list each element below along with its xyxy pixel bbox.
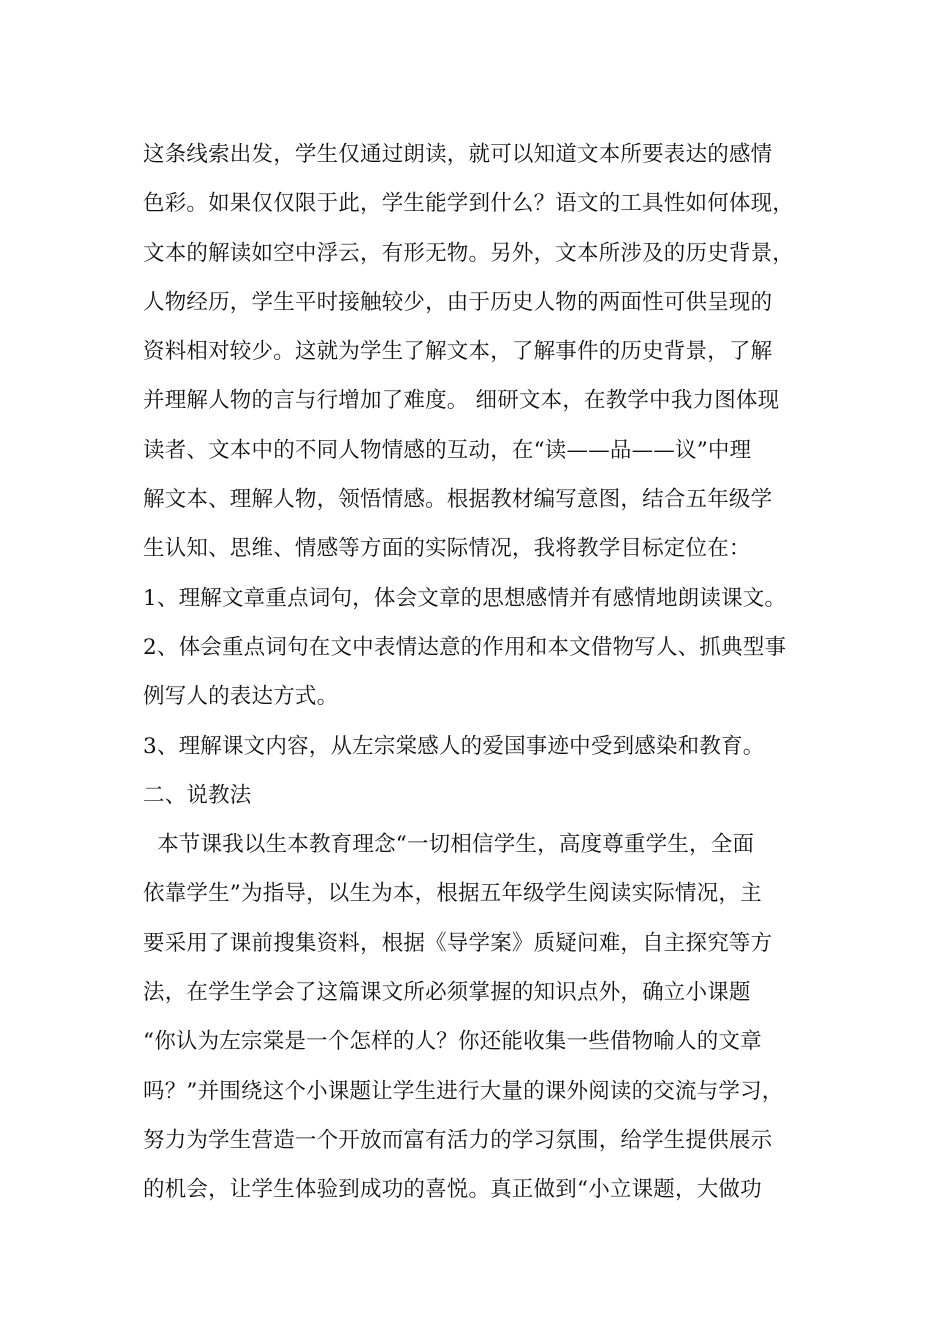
text-line: 并理解人物的言与行增加了难度。 细研文本，在教学中我力图体现 bbox=[143, 388, 780, 414]
text-line: 这条线索出发，学生仅通过朗读，就可以知道文本所要表达的感情 bbox=[143, 142, 773, 167]
text-line: 依靠学生”为指导，以生为本，根据五年级学生阅读实际情况，主 bbox=[143, 881, 762, 907]
text-line: 本节课我以生本教育理念“一切相信学生，高度尊重学生，全面 bbox=[143, 832, 755, 858]
text-line: 色彩。如果仅仅限于此，学生能学到什么？语文的工具性如何体现， bbox=[143, 191, 795, 217]
objective-3: 3、理解课文内容，从左宗棠感人的爱国事迹中受到感染和教育。 bbox=[143, 733, 765, 759]
text-line: 吗？”并围绕这个小课题让学生进行大量的课外阅读的交流与学习， bbox=[143, 1078, 784, 1104]
text-line: 要采用了课前搜集资料，根据《导学案》质疑问难，自主探究等方 bbox=[143, 930, 773, 956]
section-heading: 二、说教法 bbox=[143, 782, 252, 808]
text-line: 解文本、理解人物，领悟情感。根据教材编写意图，结合五年级学 bbox=[143, 487, 773, 513]
text-line: 资料相对较少。这就为学生了解文本，了解事件的历史背景，了解 bbox=[143, 339, 773, 365]
text-line: “你认为左宗棠是一个怎样的人？你还能收集一些借物喻人的文章 bbox=[143, 1029, 762, 1055]
text-line: 法，在学生学会了这篇课文所必须掌握的知识点外，确立小课题 bbox=[143, 980, 751, 1006]
text-line: 人物经历，学生平时接触较少，由于历史人物的两面性可供呈现的 bbox=[143, 289, 773, 315]
text-line: 文本的解读如空中浮云，有形无物。另外，文本所涉及的历史背景， bbox=[143, 240, 795, 266]
text-line: 生认知、思维、情感等方面的实际情况，我将教学目标定位在： bbox=[143, 536, 751, 562]
objective-2-continued: 例写人的表达方式。 bbox=[143, 684, 339, 710]
text-line: 努力为学生营造一个开放而富有活力的学习氛围，给学生提供展示 bbox=[143, 1127, 773, 1153]
text-line: 读者、文本中的不同人物情感的互动，在“读——品——议”中理 bbox=[143, 437, 752, 463]
objective-2: 2、体会重点词句在文中表情达意的作用和本文借物写人、抓典型事 bbox=[143, 634, 787, 660]
objective-1: 1、理解文章重点词句，体会文章的思想感情并有感情地朗读课文。 bbox=[143, 585, 787, 611]
text-line: 的机会，让学生体验到成功的喜悦。真正做到“小立课题，大做功 bbox=[143, 1177, 762, 1203]
document-body bbox=[143, 130, 833, 1215]
